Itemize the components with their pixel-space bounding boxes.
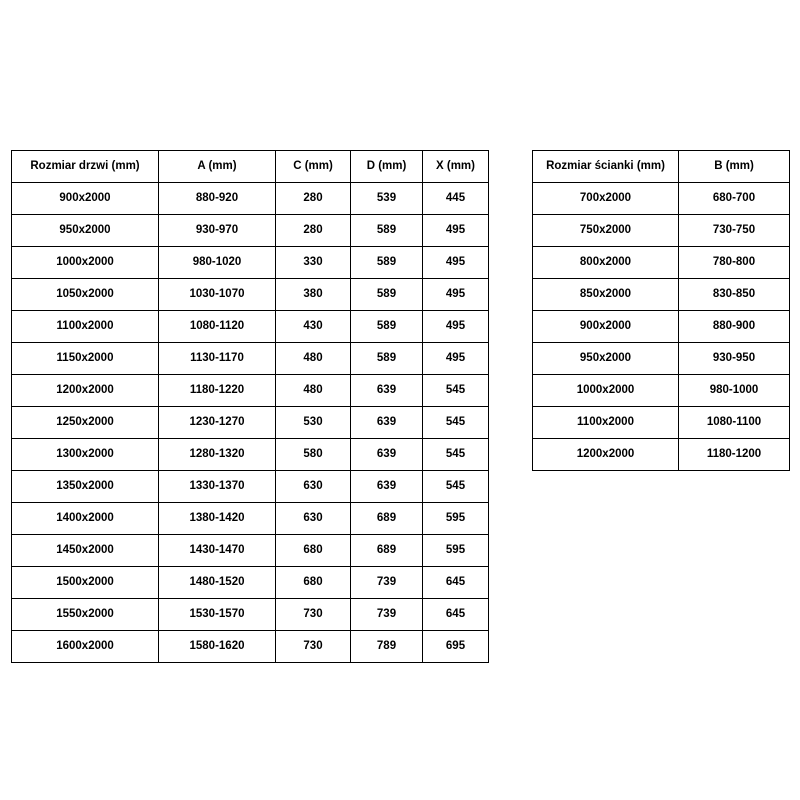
cell-door-size: 1600x2000 bbox=[12, 631, 159, 663]
cell-a: 1130-1170 bbox=[159, 343, 276, 375]
cell-a: 1530-1570 bbox=[159, 599, 276, 631]
cell-x: 595 bbox=[423, 503, 489, 535]
cell-c: 730 bbox=[276, 631, 351, 663]
table-row bbox=[12, 503, 489, 535]
table-row bbox=[533, 407, 790, 439]
cell-b: 680-700 bbox=[679, 183, 790, 215]
doors-size-table bbox=[11, 150, 489, 663]
table-row bbox=[12, 279, 489, 311]
cell-a: 880-920 bbox=[159, 183, 276, 215]
table-row bbox=[533, 311, 790, 343]
cell-a: 1580-1620 bbox=[159, 631, 276, 663]
cell-a: 1080-1120 bbox=[159, 311, 276, 343]
table-row bbox=[533, 279, 790, 311]
cell-d: 639 bbox=[351, 375, 423, 407]
table-row bbox=[12, 439, 489, 471]
column-header-d: D (mm) bbox=[351, 151, 423, 183]
cell-a: 1280-1320 bbox=[159, 439, 276, 471]
table-row bbox=[12, 247, 489, 279]
cell-d: 639 bbox=[351, 439, 423, 471]
cell-d: 739 bbox=[351, 567, 423, 599]
cell-b: 780-800 bbox=[679, 247, 790, 279]
cell-d: 589 bbox=[351, 247, 423, 279]
cell-door-size: 1400x2000 bbox=[12, 503, 159, 535]
cell-a: 1480-1520 bbox=[159, 567, 276, 599]
cell-x: 545 bbox=[423, 471, 489, 503]
cell-c: 380 bbox=[276, 279, 351, 311]
table-row bbox=[12, 375, 489, 407]
walls-size-table bbox=[532, 150, 790, 471]
cell-door-size: 1500x2000 bbox=[12, 567, 159, 599]
cell-x: 545 bbox=[423, 439, 489, 471]
cell-x: 495 bbox=[423, 311, 489, 343]
table-row bbox=[12, 471, 489, 503]
doors-size-table-container bbox=[11, 150, 489, 663]
cell-b: 830-850 bbox=[679, 279, 790, 311]
table-header-row bbox=[533, 151, 790, 183]
cell-wall-size: 1000x2000 bbox=[533, 375, 679, 407]
table-row bbox=[533, 247, 790, 279]
cell-wall-size: 700x2000 bbox=[533, 183, 679, 215]
table-row bbox=[12, 183, 489, 215]
cell-wall-size: 1200x2000 bbox=[533, 439, 679, 471]
cell-x: 445 bbox=[423, 183, 489, 215]
cell-a: 1380-1420 bbox=[159, 503, 276, 535]
cell-door-size: 1250x2000 bbox=[12, 407, 159, 439]
cell-door-size: 1350x2000 bbox=[12, 471, 159, 503]
doors-table-header bbox=[12, 151, 489, 183]
cell-wall-size: 750x2000 bbox=[533, 215, 679, 247]
cell-x: 495 bbox=[423, 343, 489, 375]
cell-x: 595 bbox=[423, 535, 489, 567]
cell-door-size: 1150x2000 bbox=[12, 343, 159, 375]
cell-wall-size: 800x2000 bbox=[533, 247, 679, 279]
cell-x: 545 bbox=[423, 407, 489, 439]
cell-b: 1180-1200 bbox=[679, 439, 790, 471]
cell-c: 430 bbox=[276, 311, 351, 343]
cell-d: 589 bbox=[351, 311, 423, 343]
cell-door-size: 1550x2000 bbox=[12, 599, 159, 631]
cell-door-size: 1100x2000 bbox=[12, 311, 159, 343]
cell-wall-size: 900x2000 bbox=[533, 311, 679, 343]
cell-d: 589 bbox=[351, 215, 423, 247]
cell-x: 495 bbox=[423, 215, 489, 247]
cell-x: 645 bbox=[423, 567, 489, 599]
cell-a: 930-970 bbox=[159, 215, 276, 247]
table-row bbox=[12, 215, 489, 247]
cell-door-size: 900x2000 bbox=[12, 183, 159, 215]
cell-d: 789 bbox=[351, 631, 423, 663]
column-header-wall-size: Rozmiar ścianki (mm) bbox=[533, 151, 679, 183]
cell-a: 1230-1270 bbox=[159, 407, 276, 439]
walls-table-header bbox=[533, 151, 790, 183]
cell-c: 280 bbox=[276, 183, 351, 215]
cell-c: 680 bbox=[276, 567, 351, 599]
column-header-a: A (mm) bbox=[159, 151, 276, 183]
cell-x: 495 bbox=[423, 247, 489, 279]
cell-wall-size: 850x2000 bbox=[533, 279, 679, 311]
cell-c: 480 bbox=[276, 343, 351, 375]
cell-d: 589 bbox=[351, 343, 423, 375]
doors-table-body bbox=[12, 183, 489, 663]
cell-c: 480 bbox=[276, 375, 351, 407]
cell-c: 680 bbox=[276, 535, 351, 567]
cell-a: 1430-1470 bbox=[159, 535, 276, 567]
cell-c: 280 bbox=[276, 215, 351, 247]
cell-c: 630 bbox=[276, 503, 351, 535]
column-header-door-size: Rozmiar drzwi (mm) bbox=[12, 151, 159, 183]
cell-x: 695 bbox=[423, 631, 489, 663]
cell-a: 1330-1370 bbox=[159, 471, 276, 503]
walls-table-body bbox=[533, 183, 790, 471]
cell-wall-size: 1100x2000 bbox=[533, 407, 679, 439]
table-row bbox=[533, 215, 790, 247]
table-row bbox=[533, 343, 790, 375]
cell-d: 589 bbox=[351, 279, 423, 311]
table-row bbox=[533, 183, 790, 215]
table-row bbox=[12, 535, 489, 567]
table-row bbox=[12, 567, 489, 599]
cell-x: 645 bbox=[423, 599, 489, 631]
cell-c: 330 bbox=[276, 247, 351, 279]
cell-c: 730 bbox=[276, 599, 351, 631]
cell-d: 539 bbox=[351, 183, 423, 215]
cell-d: 639 bbox=[351, 471, 423, 503]
table-row bbox=[12, 599, 489, 631]
cell-d: 639 bbox=[351, 407, 423, 439]
cell-door-size: 1050x2000 bbox=[12, 279, 159, 311]
table-row bbox=[12, 631, 489, 663]
column-header-b: B (mm) bbox=[679, 151, 790, 183]
table-row bbox=[12, 407, 489, 439]
cell-d: 689 bbox=[351, 535, 423, 567]
table-header-row bbox=[12, 151, 489, 183]
cell-b: 980-1000 bbox=[679, 375, 790, 407]
cell-x: 495 bbox=[423, 279, 489, 311]
cell-a: 1180-1220 bbox=[159, 375, 276, 407]
cell-b: 880-900 bbox=[679, 311, 790, 343]
cell-d: 689 bbox=[351, 503, 423, 535]
table-row bbox=[533, 439, 790, 471]
cell-b: 930-950 bbox=[679, 343, 790, 375]
cell-door-size: 950x2000 bbox=[12, 215, 159, 247]
column-header-c: C (mm) bbox=[276, 151, 351, 183]
column-header-x: X (mm) bbox=[423, 151, 489, 183]
cell-door-size: 1200x2000 bbox=[12, 375, 159, 407]
cell-c: 530 bbox=[276, 407, 351, 439]
walls-size-table-container bbox=[532, 150, 790, 471]
table-row bbox=[12, 311, 489, 343]
cell-door-size: 1000x2000 bbox=[12, 247, 159, 279]
cell-c: 630 bbox=[276, 471, 351, 503]
cell-b: 730-750 bbox=[679, 215, 790, 247]
cell-b: 1080-1100 bbox=[679, 407, 790, 439]
cell-a: 980-1020 bbox=[159, 247, 276, 279]
cell-d: 739 bbox=[351, 599, 423, 631]
cell-x: 545 bbox=[423, 375, 489, 407]
cell-door-size: 1450x2000 bbox=[12, 535, 159, 567]
table-row bbox=[12, 343, 489, 375]
cell-door-size: 1300x2000 bbox=[12, 439, 159, 471]
table-row bbox=[533, 375, 790, 407]
cell-a: 1030-1070 bbox=[159, 279, 276, 311]
cell-wall-size: 950x2000 bbox=[533, 343, 679, 375]
cell-c: 580 bbox=[276, 439, 351, 471]
